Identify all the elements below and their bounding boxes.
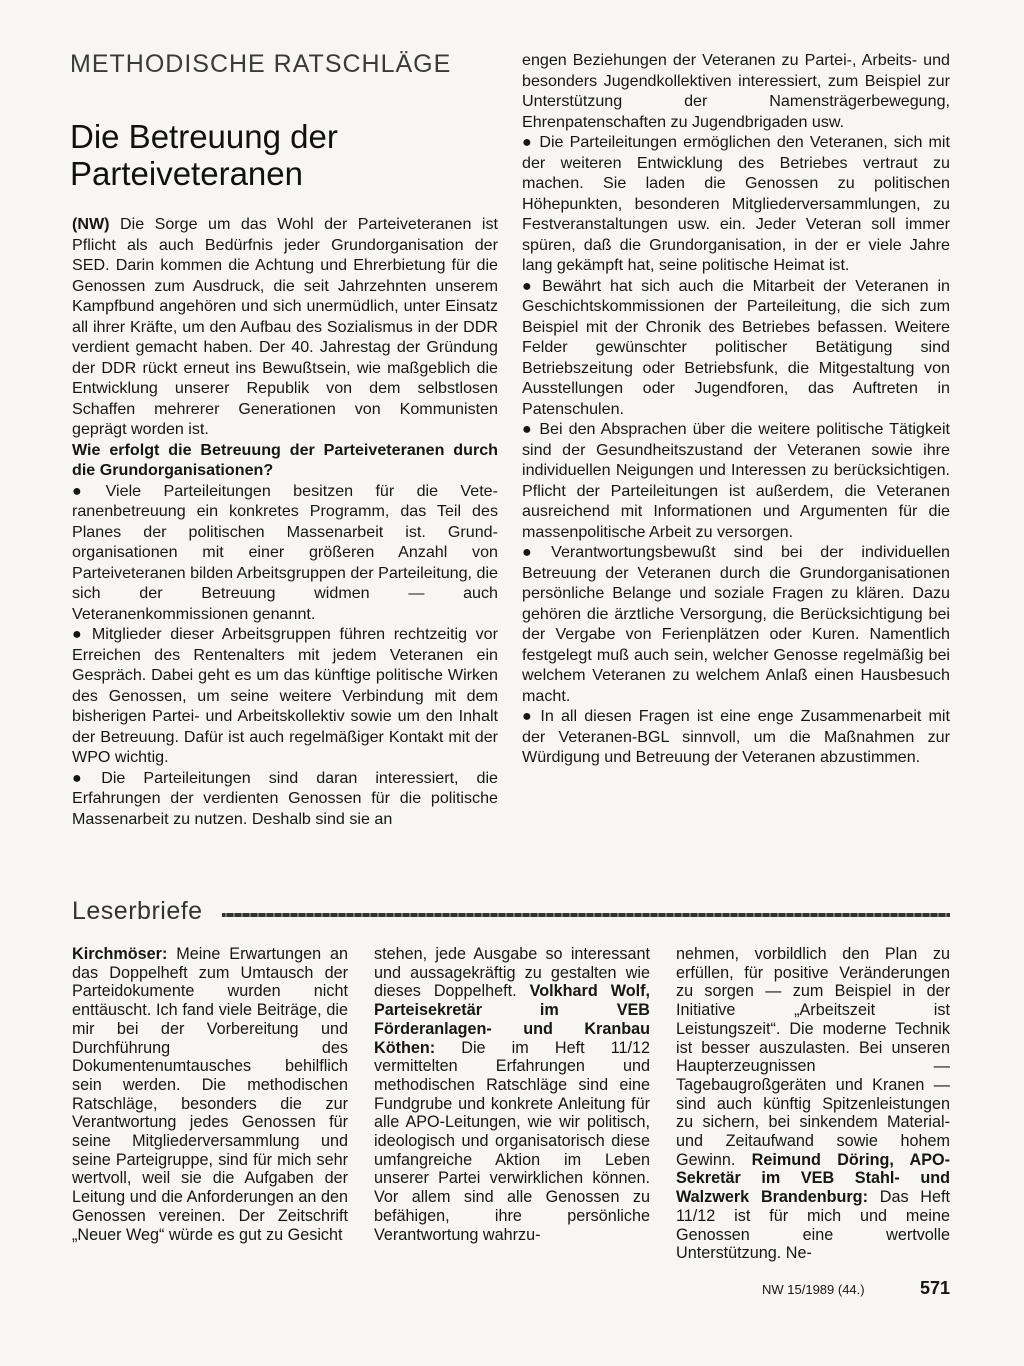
letter-text: Die im Heft 11/12 vermittelten Erfahrungen und methodischen Ratschläge sind eine Fundgrube und konkrete Anleitung für alle APO-Leitungen, wie wir politisch, ideologisch und organisatorisch diese umfangreiche Aktion im Leben unserer Partei verwirklichen können. Vor allem sind alle Genossen zu befähigen, ihre persönliche Verantwortung wahrzu- — [374, 1038, 650, 1244]
bullet-paragraph — [72, 624, 498, 768]
lead-tag: (NW) — [72, 215, 110, 233]
bullet-paragraph — [522, 542, 950, 706]
article-title-line-2: Parteiveteranen — [70, 155, 303, 192]
letters-column-2 — [374, 945, 650, 1244]
issue-folio: NW 15/1989 (44.) — [762, 1282, 865, 1297]
bullet-icon: ● — [522, 707, 535, 725]
letters-column-3 — [676, 945, 950, 1263]
bullet-paragraph — [72, 768, 498, 830]
bullet-text: Mitglieder dieser Arbeitsgruppen führen rechtzeitig vor Erreichen des Rentenalters mit jedem Veteranen ein Gespräch. Dabei geht es um das künftige politische Wirken des Genossen, um seine weitere Verbindung mit dem bisherigen Partei- und Arbeitskollektiv sowie um den Inhalt der Betreuung. Dafür ist auch regelmäßiger Kontakt mit der WPO wichtig. — [72, 625, 498, 766]
bullet-icon: ● — [522, 276, 537, 295]
article-column-2 — [522, 50, 950, 768]
bullet-icon: ● — [72, 625, 86, 643]
letter-text: nehmen, vorbildlich den Plan zu erfüllen, für positive Veränderungen zu sorgen — zum Beispiel in der Initiative „Arbeitszeit ist Leistungszeit“. Die moderne Technik ist besser auszulasten. Bei unseren Haupterzeugnissen — Tagebaugroßgeräten und Kranen — sind auch künftig Spitzenleistungen zu sichern, bei sinkendem Material- und Zeitaufwand sowie hohem Gewinn. — [676, 945, 950, 1169]
bullet-text: Die Parteileitungen ermöglichen den Veteranen, sich mit der weiteren Entwicklung des Betriebes vertraut zu machen. Sie laden die Genossen zu politischen Höhepunkten, besonderen Mitgliederversammlungen, zu Festveranstaltungen usw. ein. Jeder Veteran soll immer spüren, daß die Grundorganisation, in der er viele Jahre lang gekämpft hat, seine politische Heimat ist. — [522, 133, 950, 274]
bullet-paragraph — [522, 276, 950, 420]
bullet-paragraph — [72, 481, 498, 625]
bullet-icon: ● — [522, 543, 546, 561]
bullet-paragraph — [522, 419, 950, 542]
letter-author: Reimund Döring, APO-Sekretär im VEB Stahl- und Walzwerk Brandenburg: — [676, 1150, 950, 1207]
letters-section-title: Leserbriefe — [72, 897, 203, 925]
article-title-line-1: Die Betreuung der — [70, 118, 338, 155]
article-subhead: Wie erfolgt die Betreuung der Parteiveteranen durch die Grundorganisationen? — [72, 440, 498, 479]
article-intro — [72, 214, 498, 440]
letter-author: Kirchmöser: — [72, 945, 168, 963]
bullet-icon: ● — [522, 420, 534, 438]
bullet-paragraph — [522, 706, 950, 768]
bullet-text: Verantwortungsbewußt sind bei der individuellen Betreuung der Veteranen durch die Grundorganisationen persönliche Belange und soziale Fragen zu klären. Dazu gehören die ärztliche Versorgung, die Berücksichtigung bei der Vergabe von Ferienplätzen oder Kuren. Namentlich festgelegt muß auch sein, welcher Genosse regelmäßig bei welchem Veteranen zu welchem Anlaß einen Hausbesuch macht. — [522, 543, 950, 705]
article-column-1 — [72, 214, 498, 829]
bullet-icon: ● — [72, 768, 96, 787]
bullet-icon: ● — [72, 481, 100, 500]
bullet-text: In all diesen Fragen ist eine enge Zusammenarbeit mit der Veteranen-BGL sinnvoll, um die Maßnahmen zur Würdigung und Betreuung der Veteranen abzustimmen. — [522, 707, 950, 766]
letters-column-1 — [72, 945, 348, 1244]
bullet-text: Bei den Absprachen über die weitere politische Tätigkeit sind der Gesundheitszustand der Veteranen sowie ihre individuellen Neigungen und Interessen zu berücksichtigen. Pflicht der Parteileitungen ist außerdem, die Veteranen ausreichend mit Informationen und Argumenten für die massenpolitische Arbeit zu versorgen. — [522, 420, 950, 541]
section-divider — [222, 913, 950, 917]
page-number: 571 — [920, 1278, 951, 1298]
intro-text: Die Sorge um das Wohl der Parteiveteranen ist Pflicht als auch Bedürfnis jeder Grundorganisation der SED. Darin kommen die Achtung und Ehrerbietung für die Genossen zum Ausdruck, die seit Jahrzehnten unserem Kampfbund angehören und sich unermüdlich, unter Einsatz all ihrer Kräfte, um den Aufbau des Sozialismus in der DDR verdient gemacht haben. Der 40. Jahrestag der Gründung der DDR rückt erneut ins Bewußtsein, wie maßgeblich die Entwicklung unserer Republik von dem selbstlosen Schaffen mehrerer Generationen von Kommunisten geprägt worden ist. — [72, 215, 498, 438]
bullet-text: Viele Parteileitungen besitzen für die Veteranenbetreuung ein konkretes Programm, das Teil des Planes der politischen Massenarbeit ist. Grundorganisationen mit einer größeren Anzahl von Parteiveteranen bilden Arbeitsgruppen der Parteileitung, die sich der Betreuung widmen — auch Veteranenkommissionen genannt. — [72, 481, 498, 623]
letter-text: Meine Erwartungen an das Doppelheft zum Umtausch der Parteidokumente wurden nicht enttäuscht. Ich fand viele Beiträge, die mir bei der Vorbereitung und Durchführung des Dokumentenumtausches behilflich sein werden. Die methodischen Ratschläge, besonders die zur Verantwortung jedes Genossen für seine Mitgliederversammlung und seine Parteigruppe, sind für mich sehr wertvoll, weil sie die Aufgaben der Leitung und die Anforderungen an den Genossen vereinen. Der Zeitschrift „Neuer Weg“ würde es gut zu Gesicht — [72, 945, 348, 1244]
letter-text: stehen, jede Ausgabe so interessant und aussagekräftig zu gestalten wie dieses Doppelheft. — [374, 945, 650, 1001]
section-kicker: METHODISCHE RATSCHLÄGE — [70, 50, 452, 78]
continuation-paragraph: engen Beziehungen der Veteranen zu Partei-, Arbeits- und besonders Jugendkollektiven interessiert, zum Beispiel zur Unterstützung der Namensträgerbewegung, Ehrenpatenschaften zu Jugendbrigaden usw. — [522, 51, 950, 131]
letter-author: Volkhard Wolf, Parteisekretär im VEB Förderanlagen- und Kranbau Köthen: — [374, 982, 650, 1057]
bullet-text: Die Parteileitungen sind daran interessiert, die Erfahrungen der verdienten Genossen für die politische Massenarbeit zu nutzen. Deshalb sind sie an — [72, 768, 498, 828]
bullet-paragraph — [522, 132, 950, 276]
bullet-icon: ● — [522, 133, 534, 151]
letter-text: Das Heft 11/12 ist für mich und meine Genossen eine wertvolle Unterstützung. Ne- — [676, 1188, 950, 1263]
bullet-text: Bewährt hat sich auch die Mitarbeit der Veteranen in Geschichtskommissionen der Parteileitung, die sich zum Beispiel mit der Chronik des Betriebes befassen. Weitere Felder gewünschter politischer Betätigung sind Betriebszeitung oder Betriebsfunk, die Mitgestaltung von Ausstellungen oder Jugendforen, das Auftreten in Patenschulen. — [522, 276, 950, 418]
article-title — [70, 118, 490, 192]
